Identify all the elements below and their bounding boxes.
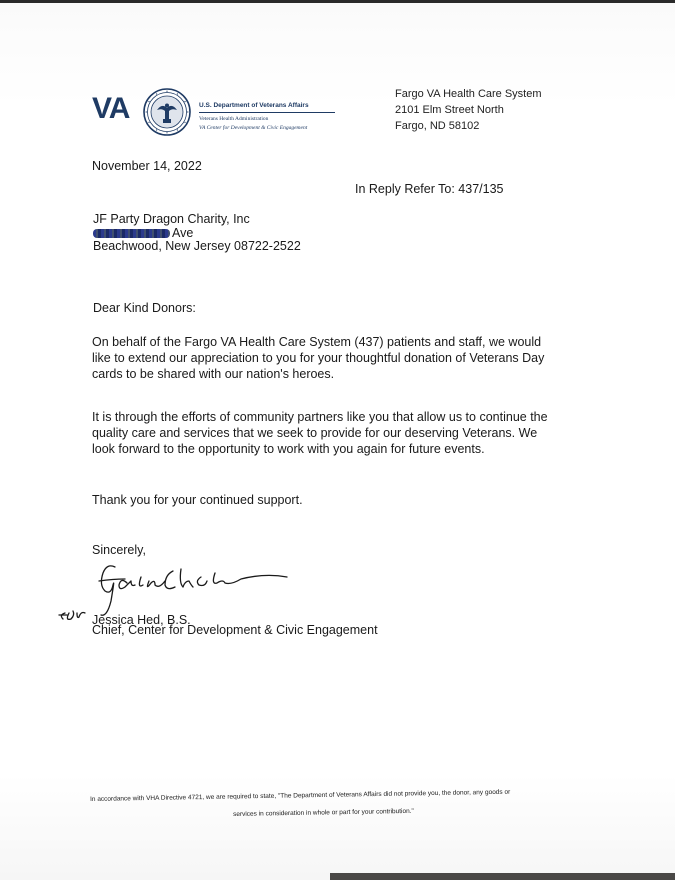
va-seal-icon: [143, 88, 191, 136]
closing: Sincerely,: [92, 543, 146, 557]
paragraph1-line2: like to extend our appreciation to you for your thoughtful donation of Veterans Day: [92, 351, 545, 365]
letter-date: November 14, 2022: [92, 159, 202, 173]
recipient-city-state-zip: Beachwood, New Jersey 08722-2522: [93, 239, 301, 253]
signer-name: Jessica Hed, B.S.: [92, 613, 191, 627]
recipient-street: [93, 226, 193, 240]
office-name: VA Center for Development & Civic Engagement: [199, 125, 308, 131]
va-logo-text: VA: [92, 92, 130, 125]
paragraph2-line3: look forward to the opportunity to work with you again for future events.: [92, 442, 485, 456]
scan-top-edge: [0, 0, 675, 3]
sender-address-line2: 2101 Elm Street North: [395, 104, 504, 116]
recipient-name: JF Party Dragon Charity, Inc: [93, 212, 250, 226]
department-name: U.S. Department of Veterans Affairs: [199, 102, 309, 109]
letterhead-divider: [199, 112, 335, 113]
redacted-street-marking: [93, 229, 170, 238]
sender-address-line1: Fargo VA Health Care System: [395, 88, 542, 100]
paragraph1-line3: cards to be shared with our nation's heroes.: [92, 367, 335, 381]
footer-disclaimer-line1: In accordance with VHA Directive 4721, we are required to state, "The Department of Veterans Affairs did not provide you, the donor, any goods or: [90, 788, 511, 803]
reply-reference: In Reply Refer To: 437/135: [355, 182, 504, 196]
sender-address-line3: Fargo, ND 58102: [395, 120, 480, 132]
salutation: Dear Kind Donors:: [93, 301, 196, 315]
thanks-line: Thank you for your continued support.: [92, 493, 303, 507]
signer-title: Chief, Center for Development & Civic Engagement: [92, 623, 378, 637]
recipient-street-suffix: Ave: [172, 226, 194, 240]
administration-name: Veterans Health Administration: [199, 116, 269, 122]
paragraph2-line1: It is through the efforts of community partners like you that allow us to continue the: [92, 410, 548, 424]
paragraph1-line1: On behalf of the Fargo VA Health Care System (437) patients and staff, we would: [92, 335, 542, 349]
paragraph2-line2: quality care and services that we seek to provide for our deserving Veterans. We: [92, 426, 538, 440]
scan-bottom-edge: [330, 873, 675, 880]
footer-disclaimer-line2: services in consideration in whole or part for your contribution.": [233, 807, 414, 818]
